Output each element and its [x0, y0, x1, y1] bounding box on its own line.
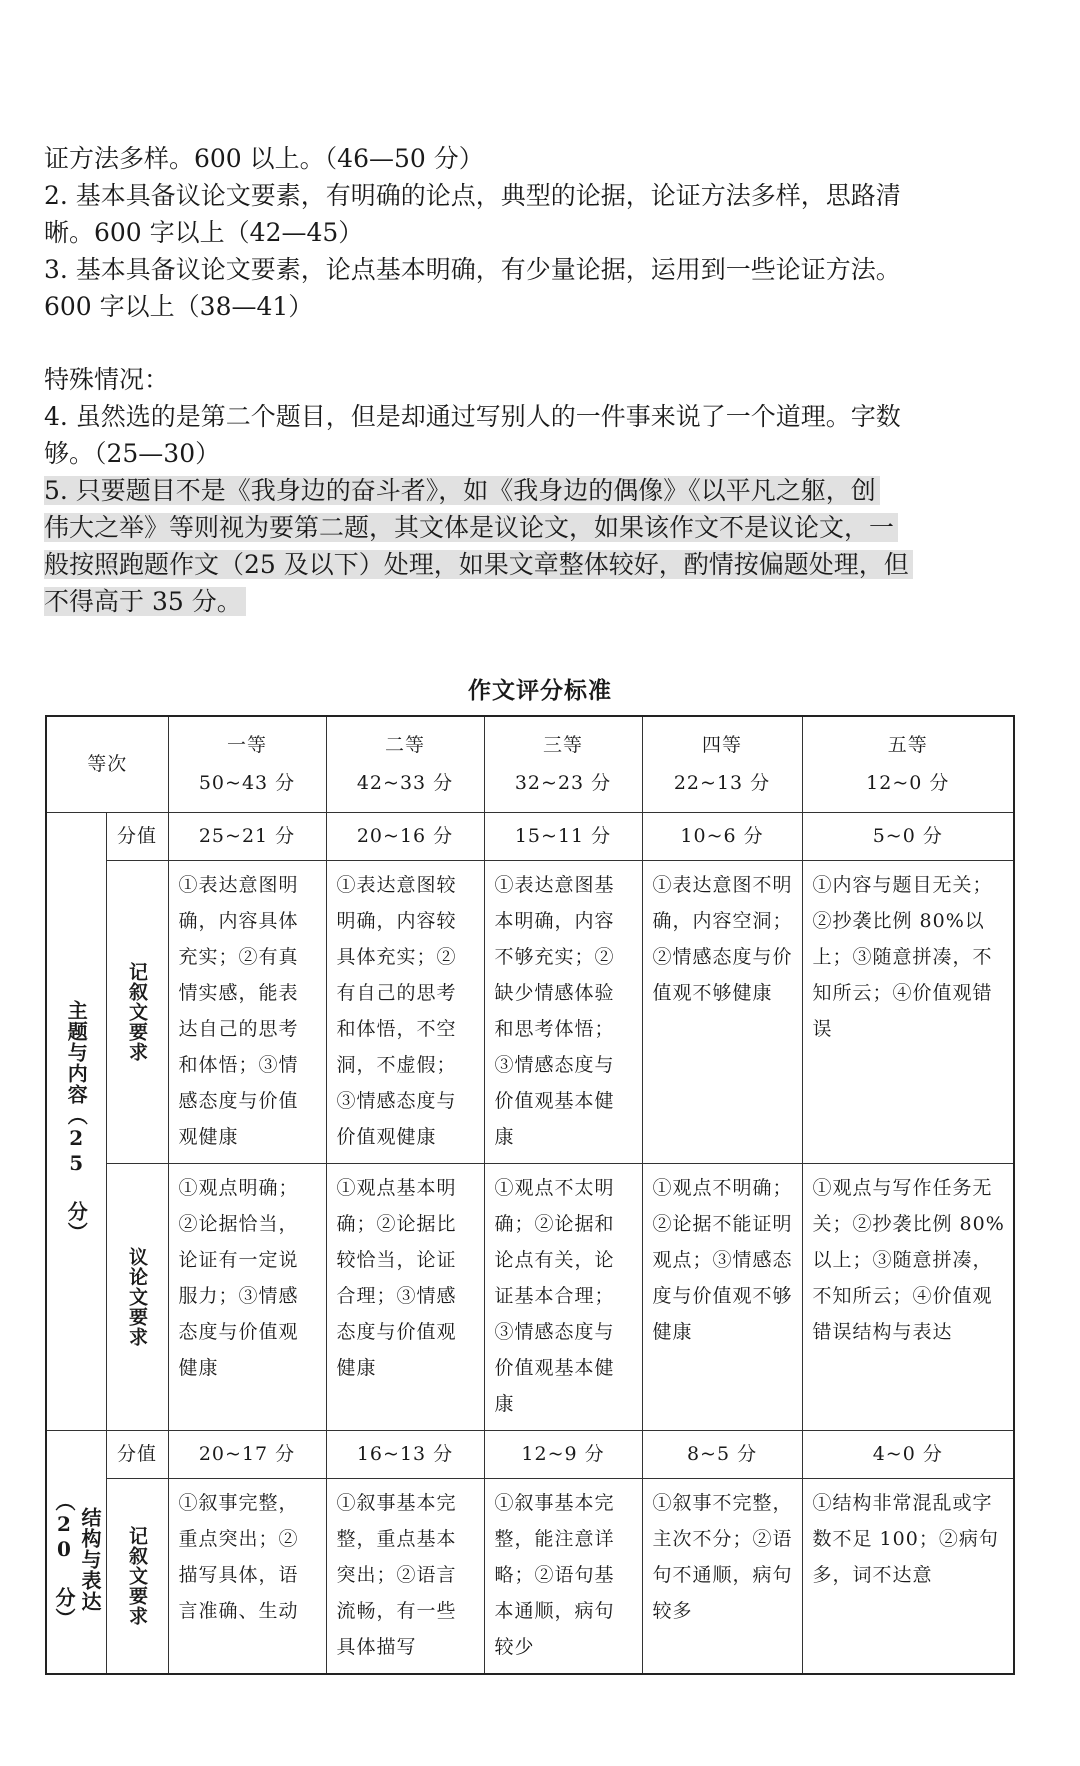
criteria-line: 晰。600 字以上（42—45） [44, 218, 364, 247]
special-heading: 特殊情况： [44, 365, 170, 394]
criteria-cell: ①观点与写作任务无关；②抄袭比例 80%以上；③随意拼凑，不知所云；④价值观错误结构与表达 [802, 1163, 1014, 1430]
criteria-cell: ①表达意图明确，内容具体充实；②有真情实感，能表达自己的思考和体悟；③情感态度与价值观健康 [168, 860, 326, 1163]
special-item-5-line: 伟大之举》等则视为要第二题，其文体是议论文，如果该作文不是议论文，一 [44, 513, 898, 542]
argument-label: 议论文要求 [106, 1163, 168, 1430]
criteria-cell: ①观点基本明确；②论据比较恰当，论证合理；③情感态度与价值观健康 [326, 1163, 484, 1430]
criteria-line: 3. 基本具备议论文要素，论点基本明确，有少量论据，运用到一些论证方法。 [44, 255, 901, 284]
section2-narrative-row [46, 1478, 1014, 1674]
criteria-paragraphs [44, 140, 994, 325]
criteria-line: 2. 基本具备议论文要素，有明确的论点，典型的论据，论证方法多样，思路清 [44, 181, 901, 210]
score-cell: 16~13 分 [326, 1430, 484, 1478]
grade-3-header: 三等 32~23 分 [484, 716, 642, 812]
criteria-cell: ①观点不太明确；②论据和论点有关，论证基本合理；③情感态度与价值观基本健康 [484, 1163, 642, 1430]
criteria-cell: ①表达意图不明确，内容空洞；②情感态度与价值观不够健康 [642, 860, 802, 1163]
section1-argument-row [46, 1163, 1014, 1430]
score-cell: 25~21 分 [168, 812, 326, 860]
criteria-cell: ①内容与题目无关；②抄袭比例 80%以上；③随意拼凑，不知所云；④价值观错误 [802, 860, 1014, 1163]
section1-narrative-row [46, 860, 1014, 1163]
special-item-5-line: 5. 只要题目不是《我身边的奋斗者》，如《我身边的偶像》《以平凡之躯，创 [44, 476, 880, 505]
grade-1-header: 一等 50~43 分 [168, 716, 326, 812]
grade-4-header: 四等 22~13 分 [642, 716, 802, 812]
score-cell: 10~6 分 [642, 812, 802, 860]
score-cell: 12~9 分 [484, 1430, 642, 1478]
score-cell: 4~0 分 [802, 1430, 1014, 1478]
score-label: 分值 [106, 1430, 168, 1478]
special-item-4-line: 够。（25—30） [44, 439, 221, 468]
section2-score-row [46, 1430, 1014, 1478]
category-structure-expression: 结构与表达（20 分） [46, 1430, 106, 1674]
criteria-line: 证方法多样。600 以上。（46—50 分） [44, 144, 484, 173]
score-cell: 5~0 分 [802, 812, 1014, 860]
criteria-cell: ①观点不明确；②论据不能证明观点；③情感态度与价值观不够健康 [642, 1163, 802, 1430]
grade-label: 等次 [46, 716, 168, 812]
table-title: 作文评分标准 [468, 677, 612, 704]
criteria-cell: ①结构非常混乱或字数不足 100；②病句多，词不达意 [802, 1478, 1014, 1674]
scoring-table [45, 715, 1015, 1675]
special-item-4-line: 4. 虽然选的是第二个题目，但是却通过写别人的一件事来说了一个道理。字数 [44, 402, 901, 431]
grade-2-header: 二等 42~33 分 [326, 716, 484, 812]
score-cell: 20~17 分 [168, 1430, 326, 1478]
criteria-cell: ①表达意图基本明确，内容不够充实；②缺少情感体验和思考体悟；③情感态度与价值观基本健康 [484, 860, 642, 1163]
table-header-row [46, 716, 1014, 812]
narrative-label: 记叙文要求 [106, 1478, 168, 1674]
criteria-cell: ①叙事不完整，主次不分；②语句不通顺，病句较多 [642, 1478, 802, 1674]
score-cell: 15~11 分 [484, 812, 642, 860]
criteria-cell: ①叙事基本完整，重点基本突出；②语言流畅，有一些具体描写 [326, 1478, 484, 1674]
special-item-5-line: 般按照跑题作文（25 及以下）处理，如果文章整体较好，酌情按偏题处理，但 [44, 550, 913, 579]
narrative-label: 记叙文要求 [106, 860, 168, 1163]
section1-score-row [46, 812, 1014, 860]
criteria-cell: ①叙事基本完整，能注意详略；②语句基本通顺，病句较少 [484, 1478, 642, 1674]
score-cell: 20~16 分 [326, 812, 484, 860]
score-label: 分值 [106, 812, 168, 860]
grade-5-header: 五等 12~0 分 [802, 716, 1014, 812]
criteria-cell: ①表达意图较明确，内容较具体充实；②有自己的思考和体悟，不空洞，不虚假；③情感态度与价值观健康 [326, 860, 484, 1163]
score-cell: 8~5 分 [642, 1430, 802, 1478]
criteria-line: 600 字以上（38—41） [44, 292, 314, 321]
scoring-notes [44, 140, 994, 620]
category-theme-content: 主题与内容（25 分） [46, 812, 106, 1430]
criteria-cell: ①观点明确；②论据恰当，论证有一定说服力；③情感态度与价值观健康 [168, 1163, 326, 1430]
criteria-cell: ①叙事完整，重点突出；②描写具体，语言准确、生动 [168, 1478, 326, 1674]
special-item-5-line: 不得高于 35 分。 [44, 587, 246, 616]
special-cases [44, 361, 994, 620]
